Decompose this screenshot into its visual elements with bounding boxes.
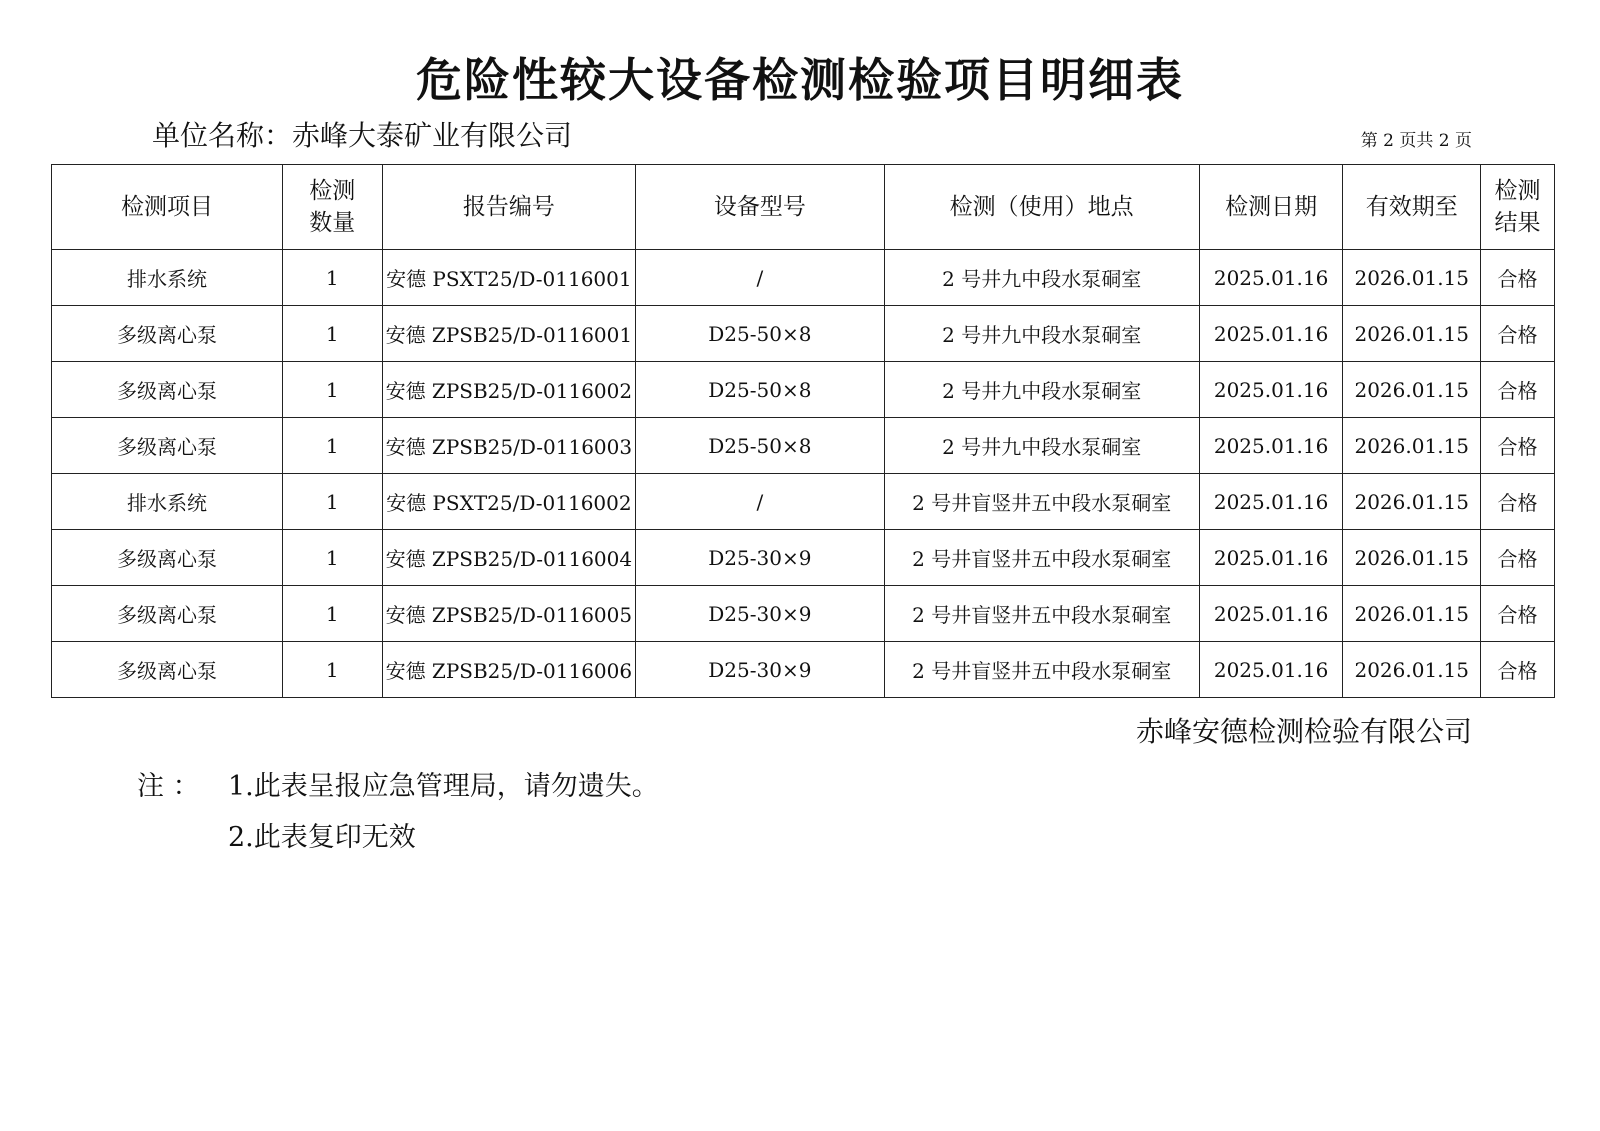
cell-location: 2 号井九中段水泵硐室 (884, 250, 1199, 306)
cell-location: 2 号井盲竖井五中段水泵硐室 (884, 530, 1199, 586)
cell-inspection-item: 排水系统 (52, 474, 283, 530)
cell-equipment-model: / (636, 474, 884, 530)
header-valid-until: 有效期至 (1343, 165, 1481, 250)
page-title: 危险性较大设备检测检验项目明细表 (416, 53, 1184, 107)
table-row (52, 586, 1555, 642)
cell-location: 2 号井盲竖井五中段水泵硐室 (884, 642, 1199, 698)
cell-location: 2 号井九中段水泵硐室 (884, 362, 1199, 418)
cell-location: 2 号井九中段水泵硐室 (884, 418, 1199, 474)
cell-result: 合格 (1481, 418, 1555, 474)
cell-inspection-item: 多级离心泵 (52, 530, 283, 586)
cell-equipment-model: / (636, 250, 884, 306)
cell-report-number: 安德 PSXT25/D-0116001 (382, 250, 636, 306)
cell-quantity: 1 (282, 474, 382, 530)
cell-inspection-item: 多级离心泵 (52, 418, 283, 474)
cell-quantity: 1 (282, 586, 382, 642)
cell-inspection-date: 2025.01.16 (1199, 306, 1343, 362)
unit-name-label: 单位名称：赤峰大泰矿业有限公司 (152, 119, 573, 152)
cell-inspection-date: 2025.01.16 (1199, 362, 1343, 418)
cell-report-number: 安德 PSXT25/D-0116002 (382, 474, 636, 530)
table-row (52, 418, 1555, 474)
cell-result: 合格 (1481, 250, 1555, 306)
cell-valid-until: 2026.01.15 (1343, 530, 1481, 586)
cell-inspection-date: 2025.01.16 (1199, 418, 1343, 474)
cell-inspection-date: 2025.01.16 (1199, 530, 1343, 586)
cell-valid-until: 2026.01.15 (1343, 474, 1481, 530)
page-number: 第 2 页共 2 页 (1360, 131, 1472, 151)
table-row (52, 474, 1555, 530)
note-prefix: 注 ： (137, 771, 200, 802)
cell-valid-until: 2026.01.15 (1343, 586, 1481, 642)
cell-equipment-model: D25-30×9 (636, 530, 884, 586)
cell-quantity: 1 (282, 250, 382, 306)
cell-inspection-item: 多级离心泵 (52, 362, 283, 418)
header-inspection-item: 检测项目 (52, 165, 283, 250)
cell-result: 合格 (1481, 306, 1555, 362)
cell-inspection-item: 多级离心泵 (52, 306, 283, 362)
cell-inspection-item: 多级离心泵 (52, 586, 283, 642)
cell-valid-until: 2026.01.15 (1343, 418, 1481, 474)
header-quantity: 检测 数量 (282, 165, 382, 250)
cell-location: 2 号井盲竖井五中段水泵硐室 (884, 474, 1199, 530)
header-equipment-model: 设备型号 (636, 165, 884, 250)
cell-report-number: 安德 ZPSB25/D-0116002 (382, 362, 636, 418)
cell-valid-until: 2026.01.15 (1343, 306, 1481, 362)
cell-equipment-model: D25-50×8 (636, 306, 884, 362)
cell-equipment-model: D25-50×8 (636, 362, 884, 418)
cell-quantity: 1 (282, 418, 382, 474)
cell-result: 合格 (1481, 530, 1555, 586)
table-row (52, 642, 1555, 698)
cell-quantity: 1 (282, 306, 382, 362)
cell-quantity: 1 (282, 530, 382, 586)
cell-result: 合格 (1481, 474, 1555, 530)
cell-valid-until: 2026.01.15 (1343, 250, 1481, 306)
cell-report-number: 安德 ZPSB25/D-0116004 (382, 530, 636, 586)
header-report-number: 报告编号 (382, 165, 636, 250)
cell-result: 合格 (1481, 586, 1555, 642)
table-row (52, 530, 1555, 586)
cell-report-number: 安德 ZPSB25/D-0116001 (382, 306, 636, 362)
cell-inspection-date: 2025.01.16 (1199, 474, 1343, 530)
cell-result: 合格 (1481, 642, 1555, 698)
header-inspection-date: 检测日期 (1199, 165, 1343, 250)
table-row (52, 306, 1555, 362)
cell-report-number: 安德 ZPSB25/D-0116006 (382, 642, 636, 698)
table-row (52, 250, 1555, 306)
cell-valid-until: 2026.01.15 (1343, 642, 1481, 698)
cell-equipment-model: D25-50×8 (636, 418, 884, 474)
cell-location: 2 号井九中段水泵硐室 (884, 306, 1199, 362)
cell-quantity: 1 (282, 362, 382, 418)
table-row (52, 362, 1555, 418)
cell-quantity: 1 (282, 642, 382, 698)
cell-inspection-date: 2025.01.16 (1199, 250, 1343, 306)
cell-equipment-model: D25-30×9 (636, 586, 884, 642)
header-location: 检测（使用）地点 (884, 165, 1199, 250)
header-result: 检测 结果 (1481, 165, 1555, 250)
cell-inspection-date: 2025.01.16 (1199, 586, 1343, 642)
cell-equipment-model: D25-30×9 (636, 642, 884, 698)
cell-report-number: 安德 ZPSB25/D-0116005 (382, 586, 636, 642)
cell-valid-until: 2026.01.15 (1343, 362, 1481, 418)
cell-report-number: 安德 ZPSB25/D-0116003 (382, 418, 636, 474)
cell-inspection-item: 排水系统 (52, 250, 283, 306)
cell-result: 合格 (1481, 362, 1555, 418)
cell-location: 2 号井盲竖井五中段水泵硐室 (884, 586, 1199, 642)
table-header-row (52, 165, 1555, 250)
cell-inspection-item: 多级离心泵 (52, 642, 283, 698)
note-item: 1.此表呈报应急管理局，请勿遗失。 (228, 771, 659, 802)
inspection-table (51, 164, 1555, 698)
issuer-name: 赤峰安德检测检验有限公司 (1135, 715, 1472, 748)
note-item: 2.此表复印无效 (228, 822, 416, 853)
cell-inspection-date: 2025.01.16 (1199, 642, 1343, 698)
